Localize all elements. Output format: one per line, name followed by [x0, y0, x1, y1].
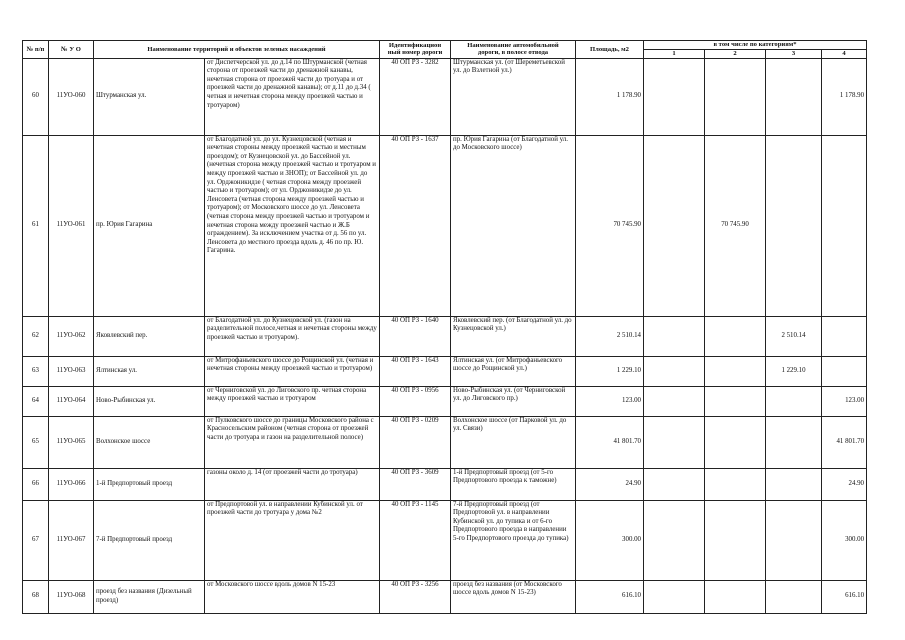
row-name: Волхонское шоссе [94, 416, 205, 468]
table-row [23, 356, 867, 386]
row-cat-1 [644, 316, 705, 356]
header-category-1: 1 [644, 50, 705, 59]
row-cat-4: 41 801.70 [822, 416, 867, 468]
row-cat-3 [766, 500, 822, 580]
registry-sheet [22, 40, 866, 614]
row-cat-2 [705, 386, 766, 416]
row-road-id: 40 ОП РЗ - 3609 [380, 468, 451, 500]
row-road-name: проезд без названия (от Московского шоссе вдоль домов N 15-23) [451, 580, 576, 613]
row-description: от Митрофаньевского шоссе до Рощинской ул. (четная и нечетная стороны между проезжей частью и тротуаром) [205, 356, 380, 386]
row-cat-2 [705, 468, 766, 500]
row-road-name: Ялтинская ул. (от Митрофаньевского шоссе до Рощинской ул.) [451, 356, 576, 386]
row-cat-4: 123.00 [822, 386, 867, 416]
row-cat-1 [644, 386, 705, 416]
row-road-id: 40 ОП РЗ - 1640 [380, 316, 451, 356]
row-description: от Московского шоссе вдоль домов N 15-23 [205, 580, 380, 613]
row-cat-2 [705, 500, 766, 580]
row-cat-1 [644, 135, 705, 316]
row-num: 67 [23, 500, 49, 580]
table-header [23, 41, 867, 59]
row-num: 61 [23, 135, 49, 316]
row-cat-2 [705, 416, 766, 468]
row-road-id: 40 ОП РЗ - 1637 [380, 135, 451, 316]
row-cat-2 [705, 58, 766, 135]
row-road-id: 40 ОП РЗ - 1643 [380, 356, 451, 386]
row-road-name: Ново-Рыбинская ул. (от Черниговской ул. до Лиговского пр.) [451, 386, 576, 416]
row-road-name: пр. Юрия Гагарина (от Благодатной ул. до Московского шоссе) [451, 135, 576, 316]
row-road-id: 40 ОП РЗ - 3282 [380, 58, 451, 135]
row-uo: 11УО-061 [49, 135, 94, 316]
row-description: от Благодатной ул. до ул. Кузнецовской (четная и нечетная стороны между проезжей частью и местным проездом); от Кузнецовской ул. до Бассейной ул. (нечетная сторона между проезжей частью и тротуаром и между проезжей частью и ЗНОП); от Бассейной ул. до ул. Орджоникидзе ( четная сторона между проезжей частью и тротуаром); от ул. Орджоникидзе до ул. Ленсовета (четная сторона между проезжей частью и тротуаром); от Московского шоссе до ул. Ленсовета (четная сторона между проезжей частью и тротуаром и нечетная сторона между проезжей частью и Ж.Б ограждением). За исключением участка от д. 56 по ул. Ленсовета до местного проезда вдоль д. 46 по пр. Ю. Гагарина. [205, 135, 380, 316]
row-area: 1 178.90 [576, 58, 644, 135]
header-uo: № У О [49, 41, 94, 59]
row-cat-4 [822, 316, 867, 356]
table-row [23, 580, 867, 613]
row-cat-4: 616.10 [822, 580, 867, 613]
row-road-id: 40 ОП РЗ - 0956 [380, 386, 451, 416]
row-road-name: Штурманская ул. (от Шереметьевской ул. до Взлетной ул.) [451, 58, 576, 135]
row-description: от Черниговской ул. до Лиговского пр. четная сторона между проезжей частью и тротуаром [205, 386, 380, 416]
row-cat-3 [766, 580, 822, 613]
row-road-name: 1-й Предпортовый проезд (от 5-го Предпортового проезда к таможне) [451, 468, 576, 500]
row-description: от Диспетчерской ул. до д.14 по Штурманской (четная сторона от проезжей части до дренажной канавы, нечетная сторона от проезжей части до тротуара и от проезжей части до дренажной канавы); от д.11 до д.34 ( четная и нечетная сторона между проезжей частью и тротуаром) [205, 58, 380, 135]
table-row [23, 386, 867, 416]
row-cat-2 [705, 580, 766, 613]
row-num: 62 [23, 316, 49, 356]
row-name: Яковлевский пер. [94, 316, 205, 356]
row-cat-1 [644, 58, 705, 135]
row-description: от Пулковского шоссе до границы Московского района с Красносельским районом (четная сторона от проезжей части до тротуара и газон на разделительной полосе) [205, 416, 380, 468]
header-category-4: 4 [822, 50, 867, 59]
row-uo: 11УО-064 [49, 386, 94, 416]
row-uo: 11УО-063 [49, 356, 94, 386]
row-uo: 11УО-062 [49, 316, 94, 356]
row-uo: 11УО-068 [49, 580, 94, 613]
table-row [23, 316, 867, 356]
header-area: Площадь, м2 [576, 41, 644, 59]
table-row [23, 135, 867, 316]
row-cat-3 [766, 416, 822, 468]
row-cat-4 [822, 356, 867, 386]
row-area: 123.00 [576, 386, 644, 416]
row-road-name: 7-й Предпортовый проезд (от Предпортовой ул. в направлении Кубинской ул. до тупика и от 6-го Предпортового проезда в направлении 5-го Предпортового проезда до тупика) [451, 500, 576, 580]
header-road-name: Наименование автомобильной дороги, в полосе отвода [451, 41, 576, 59]
row-name: 1-й Предпортовый проезд [94, 468, 205, 500]
row-cat-3 [766, 386, 822, 416]
green-areas-table [22, 40, 867, 614]
header-road-id: Идентификацион ный номер дороги [380, 41, 451, 59]
row-cat-3 [766, 58, 822, 135]
row-num: 63 [23, 356, 49, 386]
row-num: 60 [23, 58, 49, 135]
row-num: 64 [23, 386, 49, 416]
row-cat-1 [644, 580, 705, 613]
table-row [23, 500, 867, 580]
row-cat-2: 70 745.90 [705, 135, 766, 316]
header-category-group: в том числе по категориям* [644, 41, 867, 50]
header-num: № п/п [23, 41, 49, 59]
row-cat-4: 24.90 [822, 468, 867, 500]
row-road-name: Волхонское шоссе (от Парковой ул. до ул. Связи) [451, 416, 576, 468]
row-area: 41 801.70 [576, 416, 644, 468]
row-name: пр. Юрия Гагарина [94, 135, 205, 316]
table-row [23, 58, 867, 135]
table-row [23, 416, 867, 468]
row-num: 65 [23, 416, 49, 468]
row-area: 300.00 [576, 500, 644, 580]
row-description: от Предпортовой ул. в направлении Кубинской ул. от проезжей части до тротуара у дома №2 [205, 500, 380, 580]
header-name: Наименование территорий и объектов зеленых насаждений [94, 41, 380, 59]
row-road-id: 40 ОП РЗ - 3256 [380, 580, 451, 613]
row-uo: 11УО-066 [49, 468, 94, 500]
table-row [23, 468, 867, 500]
row-description: газоны около д. 14 (от проезжей части до тротуара) [205, 468, 380, 500]
row-cat-3 [766, 468, 822, 500]
row-num: 66 [23, 468, 49, 500]
row-cat-1 [644, 468, 705, 500]
row-road-name: Яковлевский пер. (от Благодатной ул. до Кузнецовской ул.) [451, 316, 576, 356]
row-area: 24.90 [576, 468, 644, 500]
row-cat-2 [705, 316, 766, 356]
row-area: 1 229.10 [576, 356, 644, 386]
row-name: проезд без названия (Дизельный проезд) [94, 580, 205, 613]
row-cat-4: 1 178.90 [822, 58, 867, 135]
header-category-3: 3 [766, 50, 822, 59]
row-uo: 11УО-060 [49, 58, 94, 135]
row-name: Ялтинская ул. [94, 356, 205, 386]
row-name: 7-й Предпортовый проезд [94, 500, 205, 580]
row-area: 70 745.90 [576, 135, 644, 316]
row-area: 2 510.14 [576, 316, 644, 356]
row-cat-4: 300.00 [822, 500, 867, 580]
row-cat-3 [766, 135, 822, 316]
row-area: 616.10 [576, 580, 644, 613]
row-cat-3: 1 229.10 [766, 356, 822, 386]
row-road-id: 40 ОП РЗ - 0209 [380, 416, 451, 468]
row-num: 68 [23, 580, 49, 613]
header-category-2: 2 [705, 50, 766, 59]
table-body [23, 58, 867, 613]
row-cat-1 [644, 500, 705, 580]
row-cat-1 [644, 416, 705, 468]
row-cat-4 [822, 135, 867, 316]
row-description: от Благодатной ул. до Кузнецовской ул. (газон на разделительной полосе,четная и нечетная стороны между проезжей частью и тротуаром). [205, 316, 380, 356]
row-uo: 11УО-065 [49, 416, 94, 468]
row-cat-2 [705, 356, 766, 386]
row-name: Ново-Рыбинская ул. [94, 386, 205, 416]
row-cat-3: 2 510.14 [766, 316, 822, 356]
row-uo: 11УО-067 [49, 500, 94, 580]
row-cat-1 [644, 356, 705, 386]
row-name: Штурманская ул. [94, 58, 205, 135]
row-road-id: 40 ОП РЗ - 1145 [380, 500, 451, 580]
